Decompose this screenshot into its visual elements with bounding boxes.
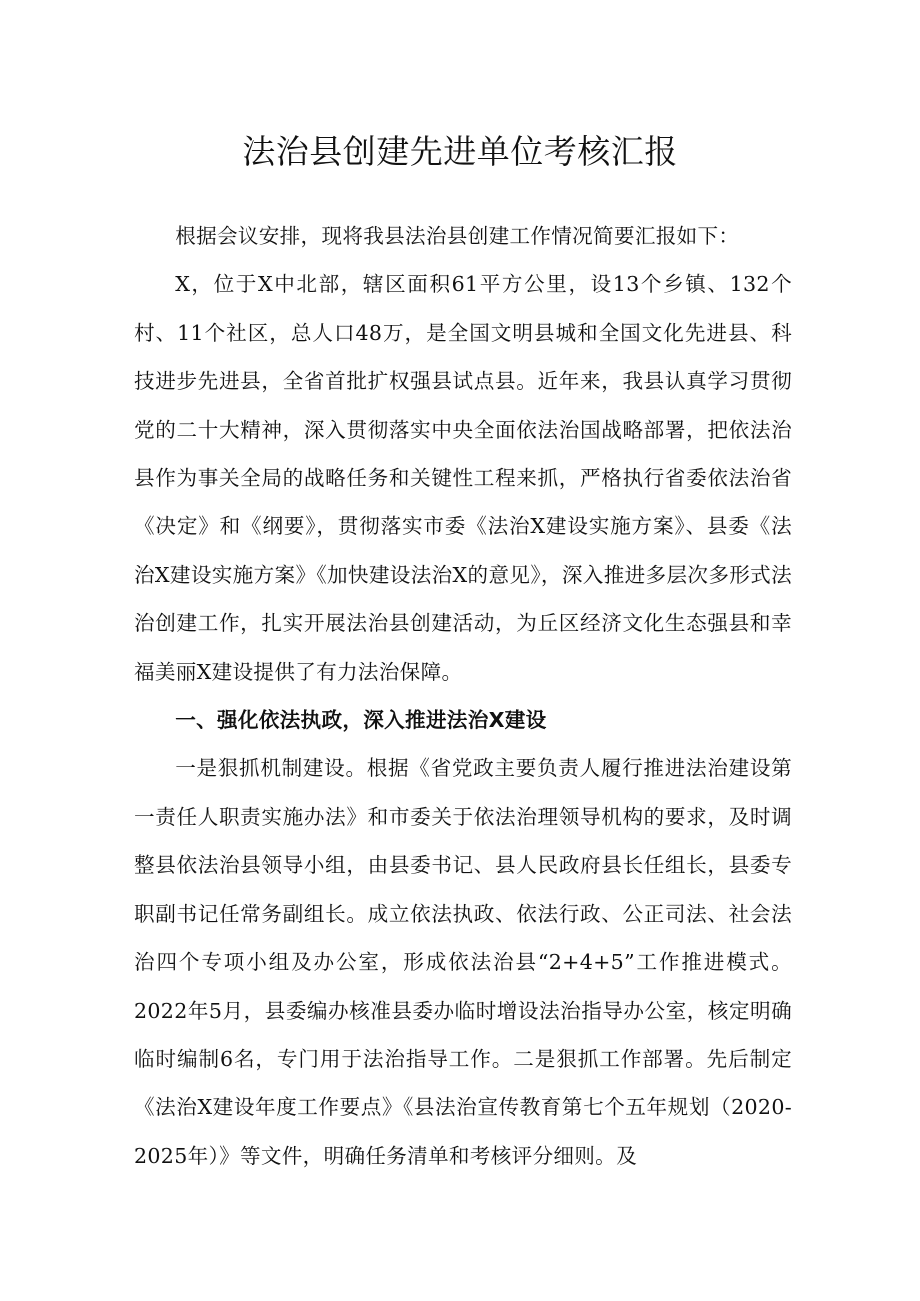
section-heading: 一、强化依法执政，深入推进法治X建设 (175, 708, 547, 733)
overview-paragraph: X，位于X中北部，辖区面积61平方公里，设13个乡镇、132个村、11个社区，总人口48万，是全国文明县城和全国文化先进县、科技进步先进县，全省首批扩权强县试点县。近年来，我县认真学习贯彻党的二十大精神，深入贯彻落实中央全面依法治国战略部署，把依法治县作为事关全局的战略任务和关键性工程来抓，严格执行省委依法治省《决定》和《纲要》，贯彻落实市委《法治X建设实施方案》、县委《法治X建设实施方案》《加快建设法治X的意见》，深入推进多层次多形式法治创建工作，扎实开展法治县创建活动，为丘区经济文化生态强县和幸福美丽X建设提供了有力法治保障。 (134, 272, 792, 684)
document-title: 法治县创建先进单位考核汇报 (242, 132, 678, 171)
section-paragraph: 一是狠抓机制建设。根据《省党政主要负责人履行推进法治建设第一责任人职责实施办法》和市委关于依法治理领导机构的要求，及时调整县依法治县领导小组，由县委书记、县人民政府县长任组长，县委专职副书记任常务副组长。成立依法执政、依法行政、公正司法、社会法治四个专项小组及办公室，形成依法治县“2+4+5”工作推进模式。2022年5月，县委编办核准县委办临时增设法治指导办公室，核定明确临时编制6名，专门用于法治指导工作。二是狠抓工作部署。先后制定《法治X建设年度工作要点》《县法治宣传教育第七个五年规划（2020-2025年）》等文件，明确任务清单和考核评分细则。及 (134, 756, 792, 1168)
document-body (134, 212, 792, 1180)
intro-paragraph: 根据会议安排，现将我县法治县创建工作情况简要汇报如下： (175, 224, 740, 248)
